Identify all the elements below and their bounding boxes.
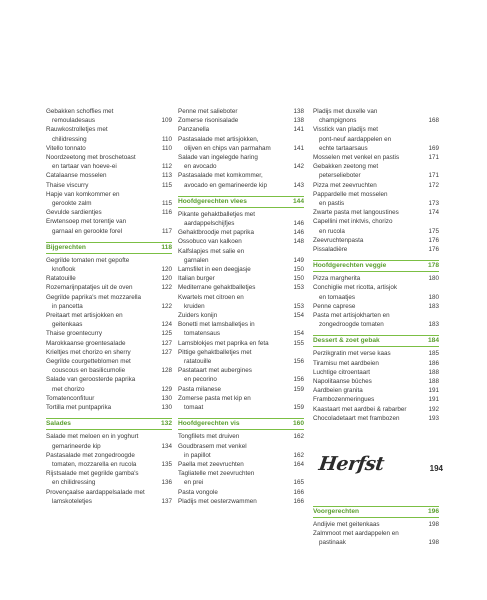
index-entry: [46, 171, 172, 180]
entry-page-number: 176: [428, 246, 439, 254]
entry-title: Lamsblokjes met paprika en feta: [178, 339, 269, 347]
entry-page-number: 122: [161, 302, 172, 310]
entry-title: Perzikgratin met verse kaas: [313, 350, 391, 358]
entry-page-number: 124: [161, 321, 172, 329]
entry-title: Goudbrasem met venkel in papillot: [178, 442, 247, 459]
entry-title: Paella met zeevruchten: [178, 460, 244, 468]
section-heading-title: Salades: [46, 420, 71, 428]
index-entry: [313, 181, 439, 190]
entry-title: Bonetti met lamsballetjes in tomatensaus: [178, 321, 255, 338]
entry-title: Mosselen met venkel en pastis: [313, 154, 400, 162]
index-entry: [178, 265, 304, 274]
entry-page-number: 117: [161, 227, 172, 235]
index-entry: [46, 394, 172, 403]
entry-title: Pizza met zeevruchten: [313, 181, 377, 189]
entry-page-number: 113: [161, 172, 172, 180]
index-entry: [313, 414, 439, 423]
entry-title: Conchiglie met ricotta, artisjok en tomaatjes: [313, 284, 397, 301]
index-column-3: [313, 107, 439, 423]
entry-page-number: 141: [293, 144, 304, 152]
entry-title: Zalmmoot met aardappelen en pastinaak: [313, 530, 399, 547]
entry-page-number: 143: [293, 181, 304, 189]
index-entry: [313, 529, 439, 547]
entry-page-number: 130: [161, 404, 172, 412]
entry-page-number: 154: [293, 330, 304, 338]
index-entry: [178, 311, 304, 320]
entry-page-number: 127: [161, 348, 172, 356]
herfst-section-header: [317, 451, 443, 493]
entry-title: Pittige gehaktballetjes met ratatouille: [178, 348, 252, 366]
entry-page-number: 153: [293, 302, 304, 310]
entry-page-number: 136: [161, 479, 172, 487]
entry-title: Zomerse risonisalade: [178, 117, 239, 125]
index-entry: [178, 385, 304, 394]
entry-title: Lamsfilet in een deegjasje: [178, 266, 251, 274]
entry-title: Erwtensoep met torentje van garnaal en gerookte forel: [46, 218, 127, 235]
section-heading: [313, 335, 439, 347]
section-heading-page: 132: [160, 420, 172, 428]
entry-page-number: 175: [428, 227, 439, 235]
index-entry: [46, 375, 172, 393]
entry-title: Italian burger: [178, 275, 215, 283]
entry-page-number: 112: [161, 163, 172, 171]
section-heading-page: 178: [427, 262, 439, 270]
index-entry: [178, 488, 304, 497]
section-heading-title: Bijgerechten: [46, 243, 86, 251]
entry-title: Pasta vongole: [178, 488, 218, 496]
entry-title: Pastataart met aubergines en pecorino: [178, 367, 252, 384]
index-entry: [46, 107, 172, 125]
entry-title: Vitello tonnato: [46, 144, 86, 152]
entry-page-number: 146: [293, 220, 304, 228]
entry-title: Luchtige citroentaart: [313, 368, 371, 376]
index-entry: [178, 432, 304, 441]
entry-title: Ossobuco van kalkoen: [178, 238, 242, 246]
entry-title: Pissaladière: [313, 246, 348, 254]
index-entry: [313, 125, 439, 153]
entry-page-number: 165: [293, 479, 304, 487]
entry-title: Marokkaanse groentesalade: [46, 339, 126, 347]
index-entry: [178, 247, 304, 265]
entry-page-number: 180: [428, 275, 439, 283]
index-entry: [46, 488, 172, 506]
entry-title: Pastasalade met zongedroogde tomaten, mozzarella en rucola: [46, 451, 137, 468]
entry-title: Kaastaart met aardbei & rabarber: [313, 405, 407, 413]
entry-page-number: 149: [293, 256, 304, 264]
entry-title: Ratatouille: [46, 275, 76, 283]
entry-page-number: 110: [161, 144, 172, 152]
entry-page-number: 162: [293, 433, 304, 441]
entry-title: Zwarte pasta met langoustines: [313, 209, 399, 217]
index-entry: [178, 469, 304, 487]
index-entry: [46, 469, 172, 487]
entry-page-number: 153: [293, 284, 304, 292]
entry-page-number: 162: [293, 451, 304, 459]
entry-page-number: 137: [161, 497, 172, 505]
entry-title: Pasta met artisjokharten en zongedroogde tomaten: [313, 312, 390, 329]
entry-page-number: 191: [428, 396, 439, 404]
index-entry: [313, 349, 439, 358]
section-heading-page: 184: [427, 337, 439, 345]
section-heading: [313, 506, 439, 518]
entry-title: Andijvie met geitenkaas: [313, 521, 380, 528]
index-entry: [313, 245, 439, 254]
entry-title: Gebakken zeetong met peterselieboter: [313, 163, 379, 180]
entry-page-number: 173: [428, 200, 439, 208]
entry-title: Salade met meloen en in yoghurt gemarineerde kip: [46, 433, 139, 450]
entry-title: Pastasalade met komkommer, avocado en gemarineerde kip: [178, 172, 267, 189]
entry-title: Zeevruchtenpasta: [313, 236, 364, 244]
index-entry: [178, 228, 304, 237]
entry-title: Pappardelle met mosselen en pastis: [313, 190, 388, 208]
entry-page-number: 198: [428, 539, 439, 547]
entry-page-number: 185: [428, 350, 439, 358]
entry-page-number: 134: [161, 442, 172, 450]
entry-page-number: 172: [428, 181, 439, 189]
entry-title: Rozemarijnpatatjes uit de oven: [46, 284, 133, 292]
entry-page-number: 169: [428, 144, 439, 152]
entry-page-number: 168: [428, 117, 439, 125]
entry-title: Gehaktbroodje met paprika: [178, 229, 254, 237]
entry-title: Rijstsalade met gegrilde gamba's en chilidressing: [46, 470, 139, 487]
index-entry: [178, 366, 304, 384]
entry-title: Salade van ingelegde haring en avocado: [178, 154, 258, 171]
index-entry: [178, 171, 304, 189]
entry-page-number: 148: [293, 238, 304, 246]
index-column-1: [46, 107, 172, 506]
index-entry: [46, 256, 172, 274]
index-entry: [313, 153, 439, 162]
index-entry: [46, 217, 172, 235]
index-entry: [178, 394, 304, 412]
section-heading: [313, 260, 439, 272]
entry-title: Aardbeien granita: [313, 387, 363, 395]
section-heading-page: 144: [292, 197, 304, 205]
index-entry: [178, 107, 304, 116]
entry-title: Mediterrane gehaktballetjes: [178, 284, 256, 292]
index-entry: [178, 125, 304, 134]
entry-page-number: 150: [293, 275, 304, 283]
section-heading: [178, 418, 304, 430]
entry-title: Pladijs met oesterzwammen: [178, 497, 257, 505]
index-entry: [313, 283, 439, 301]
entry-page-number: 109: [161, 117, 172, 125]
entry-page-number: 122: [161, 284, 172, 292]
entry-title: Rauwkostrolletjes met chilidressing: [46, 126, 108, 143]
entry-title: Visstick van pladijs met pont-neuf aardappelen en echte tartaarsaus: [313, 126, 392, 152]
entry-page-number: 141: [293, 126, 304, 134]
entry-page-number: 156: [293, 358, 304, 366]
entry-title: Kalfslapjes met salie en garnalen: [178, 247, 245, 264]
entry-title: Salade van geroosterde paprika met chorizo: [46, 376, 136, 393]
entry-title: Napolitaanse bûches: [313, 378, 372, 386]
entry-title: Pladijs met duxelle van champignons: [313, 108, 378, 125]
index-entry: [178, 293, 304, 311]
entry-title: Thaise viscurry: [46, 181, 89, 189]
section-heading-page: 196: [427, 508, 439, 515]
entry-title: Penne caprese: [313, 302, 356, 310]
entry-title: Krieltjes met chorizo en sherry: [46, 348, 131, 356]
index-entry: [178, 348, 304, 366]
index-entry: [313, 208, 439, 217]
entry-page-number: 142: [293, 163, 304, 171]
entry-title: Tiramisu met aardbeien: [313, 359, 379, 367]
index-entry: [178, 210, 304, 228]
entry-page-number: 166: [293, 488, 304, 496]
entry-page-number: 127: [161, 339, 172, 347]
section-heading-title: Voorgerechten: [313, 508, 360, 515]
entry-page-number: 120: [161, 275, 172, 283]
section-heading-title: Hoofdgerechten vis: [178, 420, 240, 428]
entry-title: Panzanella: [178, 126, 210, 134]
index-column-2: [178, 107, 304, 506]
index-entry: [178, 339, 304, 348]
entry-page-number: 188: [428, 368, 439, 376]
entry-title: Gebakken schoffies met remouladesaus: [46, 108, 114, 125]
index-entry: [313, 217, 439, 235]
entry-page-number: 150: [293, 266, 304, 274]
index-entry: [46, 283, 172, 292]
entry-page-number: 159: [293, 404, 304, 412]
entry-title: Provençaalse aardappelsalade met lamskoteletjes: [46, 488, 145, 505]
index-entry: [313, 359, 439, 368]
index-entry: [46, 144, 172, 153]
entry-title: Preitaart met artisjokken en geitenkaas: [46, 312, 123, 329]
index-entry: [313, 520, 439, 529]
entry-page-number: 191: [428, 387, 439, 395]
index-entry: [313, 236, 439, 245]
entry-page-number: 135: [161, 460, 172, 468]
entry-title: Pasta milanese: [178, 385, 222, 393]
section-heading: [46, 418, 172, 430]
entry-title: Noordzeetong met broschetoast en tartaar van hoeve-ei: [46, 154, 136, 171]
entry-title: Thaise groentecurry: [46, 330, 102, 338]
index-entry: [178, 283, 304, 292]
index-entry: [313, 405, 439, 414]
entry-page-number: 166: [293, 497, 304, 505]
index-entry: [46, 208, 172, 217]
entry-page-number: 128: [161, 367, 172, 375]
index-entry: [313, 311, 439, 329]
index-entry: [178, 153, 304, 171]
entry-page-number: 171: [428, 172, 439, 180]
entry-page-number: 155: [293, 339, 304, 347]
entry-page-number: 110: [161, 135, 172, 143]
index-entry: [46, 432, 172, 450]
index-entry: [46, 403, 172, 412]
entry-title: Gegrilde courgetteblomen met couscous en basilicumolie: [46, 358, 131, 375]
index-entry: [313, 368, 439, 377]
index-entry: [178, 116, 304, 125]
entry-page-number: 174: [428, 209, 439, 217]
entry-page-number: 183: [428, 321, 439, 329]
index-entry: [178, 497, 304, 506]
index-entry: [178, 135, 304, 153]
entry-page-number: 125: [161, 330, 172, 338]
herfst-logo: Herfst: [317, 453, 386, 475]
entry-title: Gegrilde tomaten met gepofte knoflook: [46, 256, 130, 274]
index-entry: [46, 348, 172, 357]
index-entry: [178, 274, 304, 283]
entry-title: Gevulde sardientjes: [46, 209, 102, 217]
entry-title: Pikante gehaktballetjes met aardappelschijfjes: [178, 210, 256, 228]
entry-page-number: 186: [428, 359, 439, 367]
index-entry: [313, 190, 439, 208]
index-entry: [46, 181, 172, 190]
section-heading-title: Hoofdgerechten vlees: [178, 197, 247, 205]
section-heading-title: Dessert & zoet gebak: [313, 337, 380, 345]
index-entry: [178, 320, 304, 338]
index-entry: [313, 395, 439, 404]
entry-page-number: 164: [293, 460, 304, 468]
entry-title: Kwartels met citroen en kruiden: [178, 293, 244, 310]
entry-title: Pastasalade met artisjokken, olijven en chips van parmaham: [178, 135, 271, 152]
index-entry: [313, 162, 439, 180]
index-entry: [46, 339, 172, 348]
index-entry: [178, 237, 304, 246]
section-heading-title: Hoofdgerechten veggie: [313, 262, 387, 270]
entry-page-number: 193: [428, 414, 439, 422]
entry-title: Penne met salieboter: [178, 108, 238, 115]
entry-page-number: 156: [293, 376, 304, 384]
entry-page-number: 115: [161, 200, 172, 208]
index-entry: [46, 311, 172, 329]
entry-title: Zuiders konijn: [178, 312, 218, 320]
entry-page-number: 138: [293, 108, 304, 115]
section-heading: [46, 242, 172, 254]
entry-page-number: 171: [428, 154, 439, 162]
entry-page-number: 116: [161, 209, 172, 217]
entry-title: Tomatenconfituur: [46, 394, 95, 402]
index-entry: [46, 329, 172, 338]
entry-page-number: 180: [428, 293, 439, 301]
herfst-page-number: 194: [429, 464, 443, 473]
index-entry: [313, 377, 439, 386]
entry-title: Tongfilets met druiven: [178, 433, 240, 441]
entry-page-number: 192: [428, 405, 439, 413]
entry-page-number: 115: [161, 181, 172, 189]
index-entry: [46, 190, 172, 208]
entry-page-number: 198: [428, 521, 439, 528]
entry-title: Capellini met inktvis, chorizo en rucola: [313, 218, 393, 235]
index-entry: [178, 442, 304, 460]
index-entry: [46, 274, 172, 283]
section-heading-page: 160: [292, 420, 304, 428]
entry-page-number: 130: [161, 394, 172, 402]
entry-page-number: 183: [428, 302, 439, 310]
index-entry: [178, 460, 304, 469]
entry-title: Pizza margherita: [313, 275, 361, 283]
index-entry: [46, 293, 172, 311]
entry-page-number: 176: [428, 236, 439, 244]
entry-title: Frambozenmeringues: [313, 396, 375, 404]
entry-title: Zomerse pasta met kip en tomaat: [178, 394, 251, 412]
index-entry: [46, 153, 172, 171]
index-entry: [46, 357, 172, 375]
entry-page-number: 154: [293, 312, 304, 320]
entry-title: Catalaanse mosselen: [46, 172, 107, 180]
index-entry: [313, 107, 439, 125]
entry-page-number: 159: [293, 385, 304, 393]
index-entry: [313, 386, 439, 395]
index-entry: [46, 125, 172, 143]
entry-page-number: 146: [293, 229, 304, 237]
entry-page-number: 188: [428, 378, 439, 386]
entry-page-number: 129: [161, 385, 172, 393]
entry-page-number: 120: [161, 266, 172, 274]
index-entry: [46, 451, 172, 469]
entry-title: Tagliatelle met zeevruchten en prei: [178, 470, 255, 487]
index-entry: [313, 302, 439, 311]
entry-title: Chocoladetaart met frambozen: [313, 414, 400, 422]
section-heading-page: 118: [161, 243, 172, 251]
index-entry: [313, 274, 439, 283]
entry-title: Gegrilde paprika's met mozzarella in pancetta: [46, 293, 141, 310]
section-heading: [178, 196, 304, 208]
entry-title: Hapje van komkommer en gerookte zalm: [46, 190, 120, 208]
index-column-3-lower: [313, 500, 439, 548]
entry-title: Tortilla met puntpaprika: [46, 404, 112, 412]
entry-page-number: 138: [293, 117, 304, 125]
